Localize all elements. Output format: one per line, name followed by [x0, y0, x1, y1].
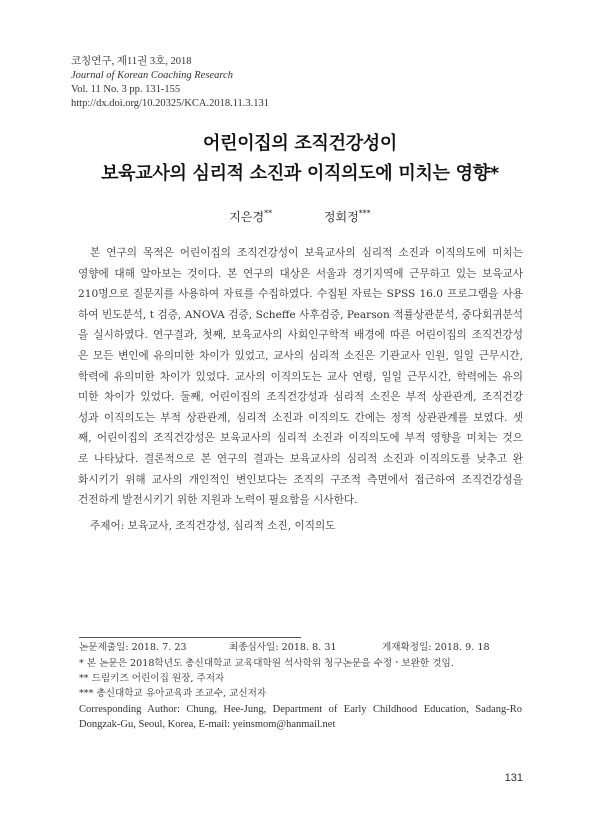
footnote-dates — [79, 640, 490, 655]
corresponding-author: Corresponding Author: Chung, Hee-Jung, Department of Early Childhood Education, Sadang-Ro Dongzak-Gu, Seoul, Korea, E-mail: yeinsmom@hanmail.net — [79, 704, 522, 730]
abstract-line: 210명으로 질문지를 사용하여 자료를 수집하였다. 수집된 자료는 SPSS 16.0 프로그램을 사용 — [78, 288, 523, 301]
journal-korean: 코칭연구, 제11권 3호, 2018 — [71, 56, 192, 67]
author-1-name: 지은경 — [229, 210, 265, 224]
author-2-name: 정회정 — [323, 210, 359, 224]
abstract-line: 건전하게 발전시키기 위한 지원과 노력이 필요함을 시사한다. — [78, 494, 358, 507]
footnote-1: * 본 논문은 2018학년도 총신대학교 교육대학원 석사학위 청구논문을 수정ㆍ보완한 것임. — [79, 658, 454, 669]
footnote-2: ** 드림키즈 어린이집 원장, 주저자 — [79, 673, 225, 684]
journal-english: Journal of Korean Coaching Research — [71, 70, 233, 81]
author-2 — [324, 208, 371, 225]
footnote-divider — [79, 637, 301, 638]
page-number: 131 — [504, 772, 523, 784]
title-line-2: 보육교사의 심리적 소진과 이직의도에 미치는 영향* — [101, 163, 499, 184]
abstract-line: 로 나타났다. 결론적으로 본 연구의 결과는 보육교사의 심리적 소진과 이직의도를 낮추고 완 — [78, 452, 523, 465]
title-line-1: 어린이집의 조직건강성이 — [203, 133, 397, 154]
abstract-line: 미한 차이가 있었다. 둘째, 어린이집의 조직건강성과 심리적 소진은 부적 상관관계, 조직건강 — [78, 391, 523, 404]
date-reviewed: 최종심사일: 2018. 8. 31 — [229, 642, 337, 653]
abstract-line: 하여 빈도분석, t 검증, ANOVA 검증, Scheffe 사후검증, Pearson 적률상관분석, 중다회귀분석 — [78, 308, 523, 321]
author-1 — [229, 208, 272, 225]
abstract-line: 학력에 유의미한 차이가 있었다. 교사의 이직의도는 교사 연령, 일일 근무시간, 학력에는 유의 — [78, 370, 523, 383]
authors — [0, 208, 600, 225]
abstract-line: 은 모든 변인에 유의미한 차이가 있었고, 교사의 심리적 소진은 기관교사 인원, 일일 근무시간, — [78, 349, 523, 362]
abstract-line: 째, 어린이집의 조직건강성은 보육교사의 심리적 소진과 이직의도에 부적 영향을 미치는 것으 — [78, 432, 523, 445]
abstract-line: 을 실시하였다. 연구결과, 첫째, 보육교사의 사회인구학적 배경에 따른 어린이집의 조직건강성 — [78, 329, 523, 342]
keywords: 주제어: 보육교사, 조직건강성, 심리적 소진, 이직의도 — [90, 520, 336, 532]
journal-doi[interactable]: http://dx.doi.org/10.20325/KCA.2018.11.3.131 — [71, 98, 270, 109]
date-received: 논문제출일: 2018. 7. 23 — [79, 642, 187, 653]
journal-volume: Vol. 11 No. 3 pp. 131-155 — [71, 84, 181, 95]
footnote-3: *** 총신대학교 유아교육과 조교수, 교신저자 — [79, 688, 267, 699]
abstract — [78, 243, 523, 511]
abstract-line: 성과 이직의도는 부적 상관관계, 심리적 소진과 이직의도 간에는 정적 상관관계를 보였다. 셋 — [78, 411, 523, 424]
author-1-mark: ** — [264, 209, 273, 218]
abstract-line: 영향에 대해 알아보는 것이다. 본 연구의 대상은 서울과 경기지역에 근무하고 있는 보육교사 — [78, 267, 523, 280]
abstract-line: 화시키기 위해 교사의 개인적인 변인보다는 조직의 구조적 측면에서 접근하여 조직건강성을 — [78, 473, 523, 486]
author-2-mark: *** — [358, 209, 371, 218]
journal-header — [71, 55, 269, 111]
abstract-line: 본 연구의 목적은 어린이집의 조직건강성이 보육교사의 심리적 소진과 이직의도에 미치는 — [90, 247, 523, 259]
date-accepted: 게재확정일: 2018. 9. 18 — [382, 642, 490, 653]
